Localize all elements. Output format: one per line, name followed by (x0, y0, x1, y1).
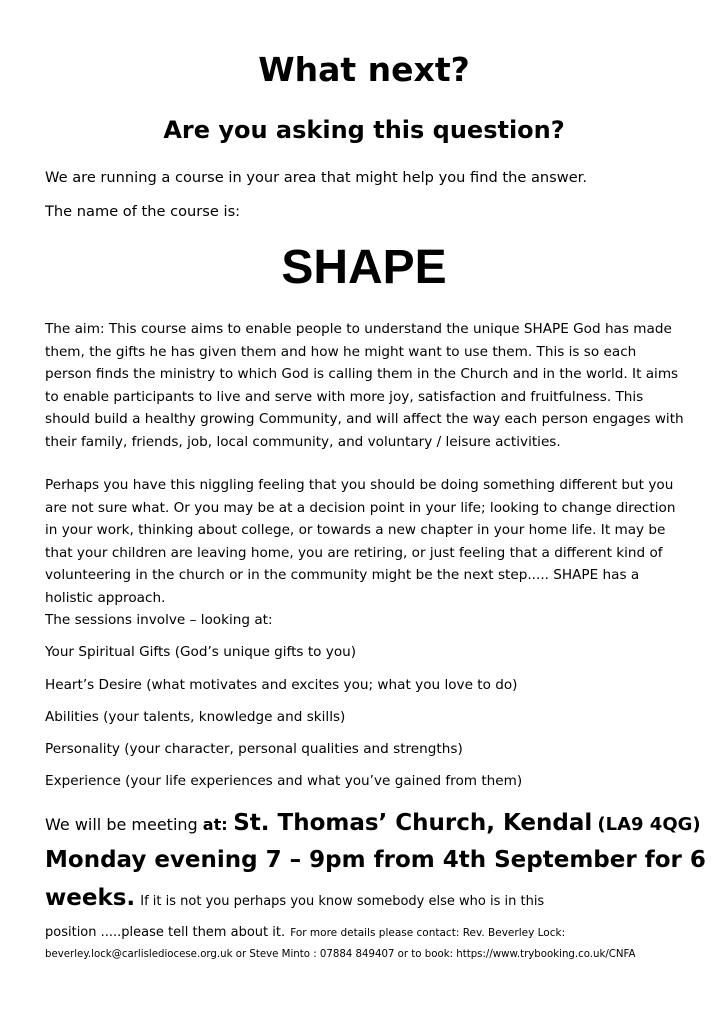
session-item-heart: Heart’s Desire (what motivates and excites you; what you love to do) (45, 677, 518, 693)
meeting-venue: St. Thomas’ Church, Kendal (233, 810, 593, 836)
contact-text-1: For more details please contact: Rev. Beverley Lock: (290, 927, 566, 939)
page-subtitle: Are you asking this question? (163, 116, 565, 144)
aim-paragraph: The aim: This course aims to enable people to understand the unique SHAPE God has made them, the gifts he has given them and how he might want to use them. This is so each person finds the ministry to which God is calling them in the Church and in the world. It aims to enable participants to live and serve with more joy, satisfaction and fruitfulness. This should build a healthy growing Community, and will affect the way each person engages with their family, friends, job, local community, and voluntary / leisure activities. (45, 321, 684, 450)
sessions-intro: The sessions involve – looking at: (45, 612, 273, 628)
contact-text-2: beverley.lock@carlislediocese.org.uk or Steve Minto : 07884 849407 or to book: https://www.trybooking.co.uk/CNFA (45, 949, 636, 960)
contact-details-line (45, 942, 695, 965)
suggest-text-2: position .....please tell them about it. (45, 925, 286, 940)
meeting-postcode: (LA9 4QG) (597, 814, 701, 835)
session-item-abilities: Abilities (your talents, knowledge and skills) (45, 709, 346, 725)
intro-text: We are running a course in your area that might help you find the answer. (45, 169, 587, 186)
perhaps-paragraph: Perhaps you have this niggling feeling that you should be doing something different but you are not sure what. Or you may be at a decision point in your life; looking to change direction in your work, thinking about college, or towards a new chapter in your home life. It may be that your children are leaving home, you are retiring, or just feeling that a different kind of volunteering in the church or in the community might be the next step..... SHAPE has a holistic approach. (45, 477, 676, 606)
course-name-label: The name of the course is: (45, 203, 241, 220)
meeting-schedule: Monday evening 7 – 9pm from 4th September for 6 (45, 847, 706, 873)
suggest-text-1: If it is not you perhaps you know somebody else who is in this (140, 894, 545, 909)
meeting-at: at: (202, 815, 234, 834)
session-item-personality: Personality (your character, personal qualities and strengths) (45, 741, 463, 757)
meeting-weeks: weeks. (45, 885, 136, 911)
meeting-venue-line (45, 808, 701, 840)
session-item-gifts: Your Spiritual Gifts (God’s unique gifts to you) (45, 644, 357, 660)
suggest-contact-line (45, 920, 695, 944)
meeting-schedule-line (45, 843, 706, 879)
meeting-prefix: We will be meeting (45, 815, 203, 834)
course-name: SHAPE (281, 241, 447, 294)
page-title: What next? (258, 50, 470, 89)
session-item-experience: Experience (your life experiences and what you’ve gained from them) (45, 773, 523, 789)
meeting-weeks-line (45, 881, 695, 919)
